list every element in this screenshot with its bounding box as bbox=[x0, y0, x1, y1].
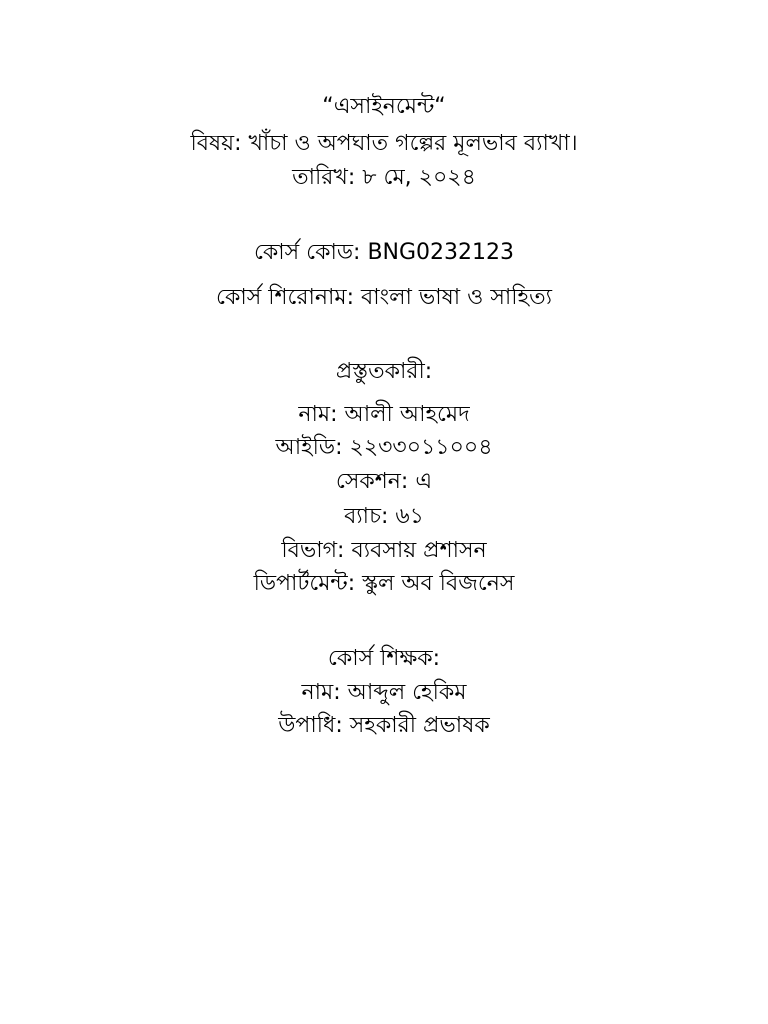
student-batch: ব্যাচ: ৬১ bbox=[344, 504, 424, 529]
student-department: ডিপার্টমেন্ট: স্কুল অব বিজনেস bbox=[253, 571, 515, 596]
date-line: তারিখ: ৮ মে, ২০২৪ bbox=[292, 165, 476, 190]
assignment-title: “এসাইনমেন্ট“ bbox=[322, 94, 446, 119]
course-teacher-heading: কোর্স শিক্ষক: bbox=[327, 646, 441, 671]
student-name: নাম: আলী আহমেদ bbox=[298, 402, 470, 427]
student-section: সেকশন: এ bbox=[335, 469, 433, 494]
course-title: কোর্স শিরোনাম: বাংলা ভাষা ও সাহিত্য bbox=[216, 285, 552, 310]
teacher-name: নাম: আব্দুল হেকিম bbox=[301, 680, 467, 705]
subject-line: বিষয়: খাঁচা ও অপঘাত গল্পের মূলভাব ব্যাখা। bbox=[190, 131, 578, 156]
course-code: কোর্স কোড: BNG0232123 bbox=[253, 240, 515, 265]
student-division: বিভাগ: ব্যবসায় প্রশাসন bbox=[281, 538, 487, 563]
student-id: আইডি: ২২৩৩০১১০০৪ bbox=[275, 435, 493, 460]
prepared-by-heading: প্রস্তুতকারী: bbox=[335, 359, 433, 384]
teacher-designation: উপাধি: সহকারী প্রভাষক bbox=[278, 713, 490, 738]
